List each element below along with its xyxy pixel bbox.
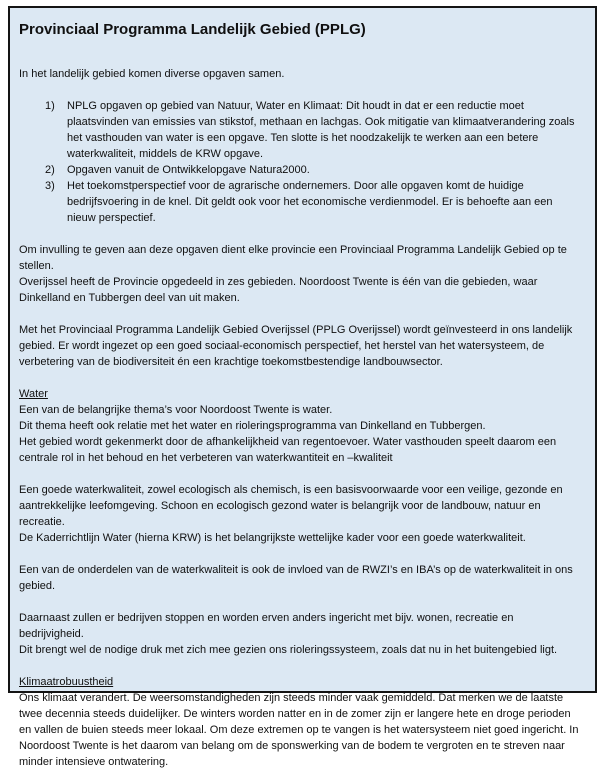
paragraph-line: Dit thema heeft ook relatie met het water en rioleringsprogramma van Dinkelland en Tubbergen. xyxy=(19,420,486,432)
paragraph xyxy=(19,610,581,658)
paragraph xyxy=(19,242,581,306)
numbered-list xyxy=(19,98,581,226)
paragraph-line: Ons klimaat verandert. De weersomstandigheden zijn steeds minder vaak gemiddeld. Dat merken we de laatste twee decennia steeds duidelijker. De winters worden natter en in de zomer zijn er langere hete en droge perioden en vallen de buien steeds meer lokaal. Om deze extremen op te vangen is het watersysteem niet goed ingericht. In Noordoost Twente is het daarom van belang om de sponswerking van de bodem te vergroten en te streven naar minder intensieve ontwatering. xyxy=(19,692,579,768)
document-blocks xyxy=(19,66,581,770)
paragraph-line: Met het Provinciaal Programma Landelijk Gebied Overijssel (PPLG Overijssel) wordt geïnvesteerd in ons landelijk gebied. Er wordt ingezet op een goed sociaal-economisch perspectief, het herstel van het watersysteem, de verbetering van de biodiversiteit én een krachtige toekomstbestendige landbouwsector. xyxy=(19,324,573,368)
paragraph-line: Het gebied wordt gekenmerkt door de afhankelijkheid van regentoevoer. Water vasthouden speelt daarom een centrale rol in het behoud en het verbeteren van waterkwantiteit en –kwaliteit xyxy=(19,436,557,464)
list-item xyxy=(19,178,581,226)
paragraph xyxy=(19,66,581,82)
document-box xyxy=(8,6,597,768)
list-item xyxy=(19,162,581,178)
paragraph-line: De Kaderrichtlijn Water (hierna KRW) is het belangrijkste wettelijke kader voor een goede waterkwaliteit. xyxy=(19,532,526,544)
paragraph xyxy=(19,402,581,466)
list-item-number: 1) xyxy=(45,100,55,112)
paragraph-line: Een van de belangrijke thema’s voor Noordoost Twente is water. xyxy=(19,404,333,416)
list-item-text: Het toekomstperspectief voor de agrarische ondernemers. Door alle opgaven komt de huidige bedrijfsvoering in de knel. Dit geldt ook voor het economische verdienmodel. Er is behoefte aan een nieuw perspectief. xyxy=(67,180,553,224)
paragraph-line: Een van de onderdelen van de waterkwaliteit is ook de invloed van de RWZI’s en IBA’s op de waterkwaliteit in ons gebied. xyxy=(19,564,573,592)
section-heading: Water xyxy=(19,388,48,400)
list-item-text: Opgaven vanuit de Ontwikkelopgave Natura2000. xyxy=(67,164,310,176)
list-item xyxy=(19,98,581,162)
document-title: Provinciaal Programma Landelijk Gebied (PPLG) xyxy=(19,21,366,38)
paragraph-line: Daarnaast zullen er bedrijven stoppen en worden erven anders ingericht met bijv. wonen, recreatie en bedrijvigheid. xyxy=(19,612,514,640)
list-item-number: 3) xyxy=(45,180,55,192)
paragraph-line: In het landelijk gebied komen diverse opgaven samen. xyxy=(19,68,285,80)
paragraph xyxy=(19,322,581,370)
section-heading: Klimaatrobuustheid xyxy=(19,676,114,688)
paragraph xyxy=(19,562,581,594)
paragraph-line: Overijssel heeft de Provincie opgedeeld in zes gebieden. Noordoost Twente is één van die gebieden, waar Dinkelland en Tubbergen deel van uit maken. xyxy=(19,276,538,304)
paragraph xyxy=(19,690,581,770)
list-item-text: NPLG opgaven op gebied van Natuur, Water en Klimaat: Dit houdt in dat er een reductie moet plaatsvinden van emissies van stikstof, methaan en lachgas. Ook mitigatie van klimaatverandering zoals het vasthouden van water is een opgave. Ten slotte is het noodzakelijk te werken aan een betere waterkwaliteit, middels de KRW opgave. xyxy=(67,100,575,160)
paragraph-line: Om invulling te geven aan deze opgaven dient elke provincie een Provinciaal Programma Landelijk Gebied op te stellen. xyxy=(19,244,567,272)
paragraph xyxy=(19,482,581,546)
list-item-number: 2) xyxy=(45,164,55,176)
paragraph-line: Dit brengt wel de nodige druk met zich mee gezien ons rioleringssysteem, zoals dat nu in het buitengebied ligt. xyxy=(19,644,558,656)
paragraph-line: Een goede waterkwaliteit, zowel ecologisch als chemisch, is een basisvoorwaarde voor een veilige, gezonde en aantrekkelijke leefomgeving. Schoon en ecologisch gezond water is belangrijk voor de landbouw, natuur en recreatie. xyxy=(19,484,563,528)
